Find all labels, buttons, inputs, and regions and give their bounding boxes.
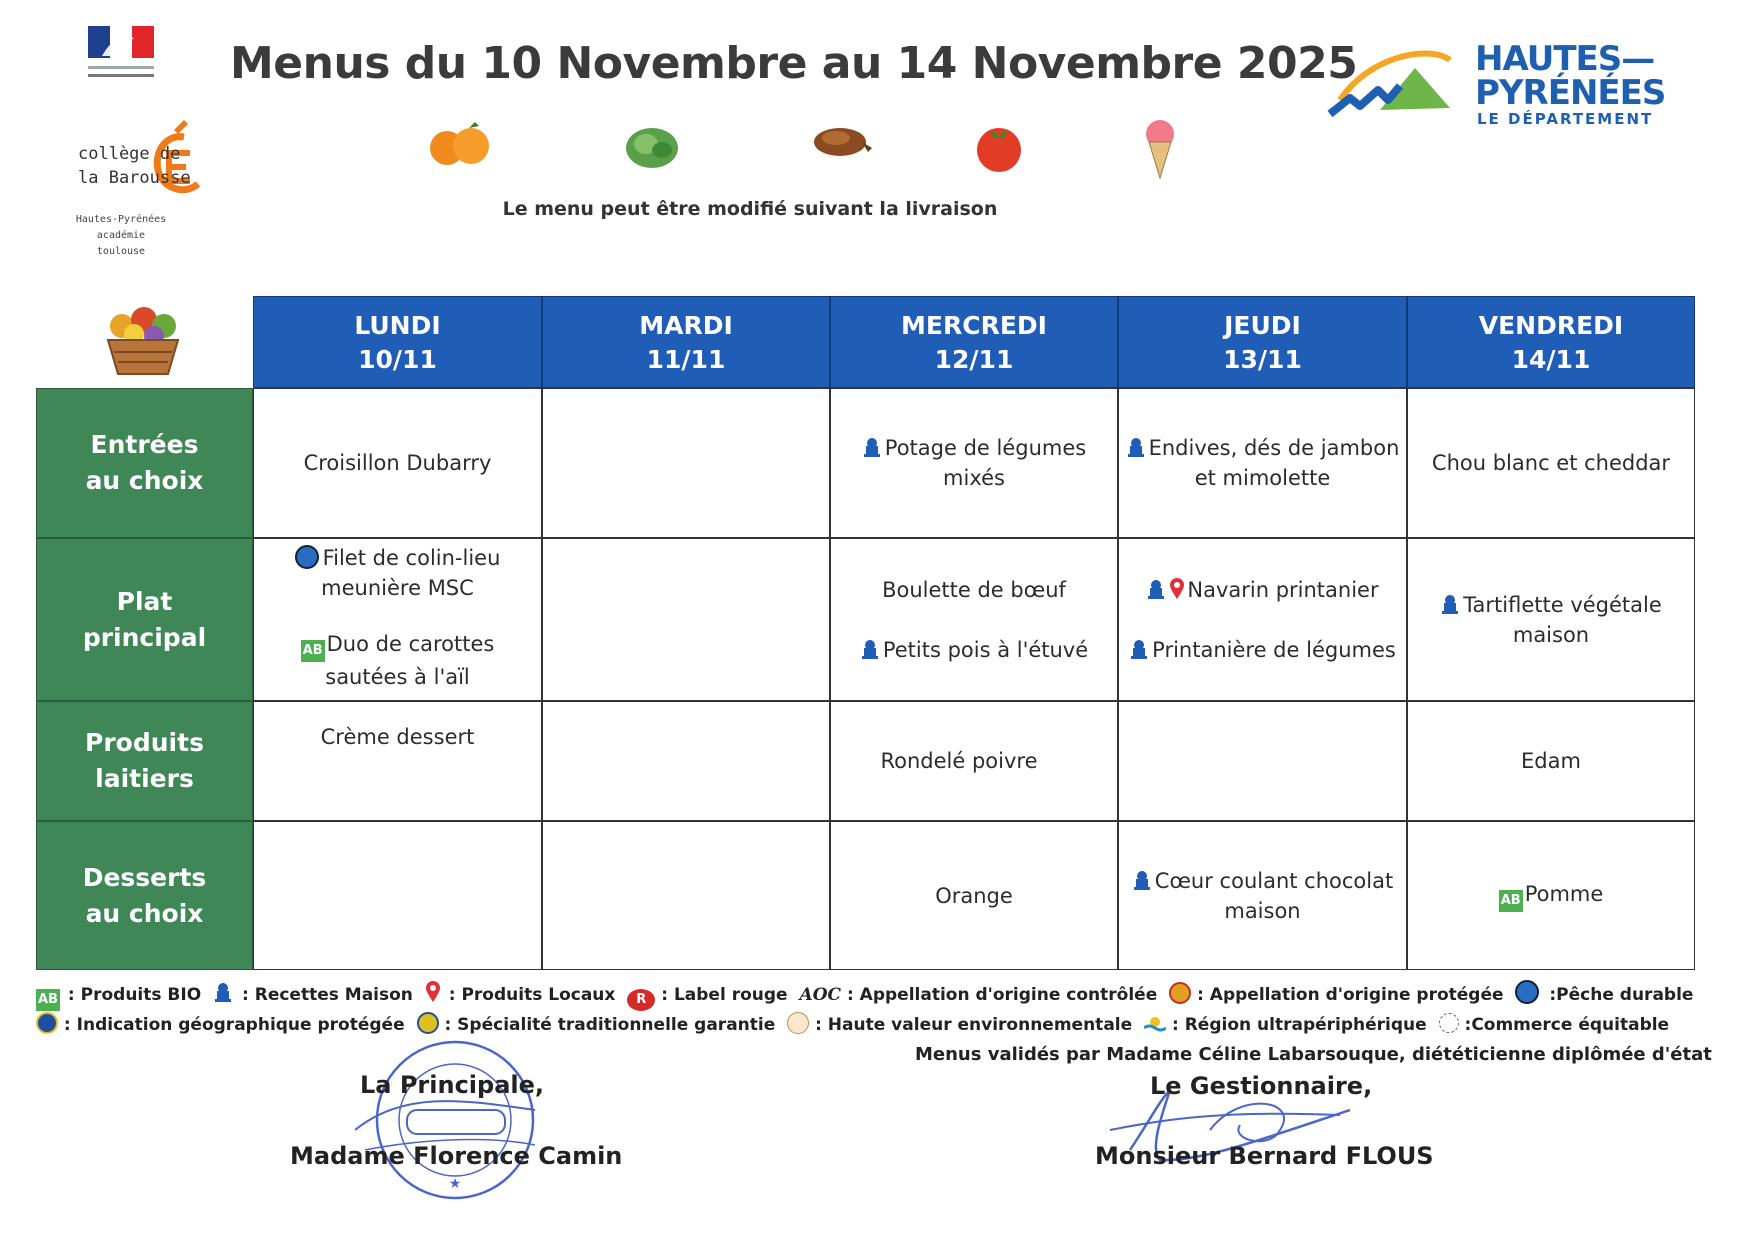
row-header-desserts — [36, 821, 253, 970]
cell-laitier-jeudi — [1118, 701, 1407, 821]
legend-aop: : Appellation d'origine protégée — [1197, 985, 1504, 1005]
legend-row-2 — [36, 1012, 1675, 1035]
dish-name-continued: meunière MSC — [321, 576, 474, 600]
bio-icon: AB — [1499, 890, 1523, 912]
commerce-equitable-icon — [1439, 1013, 1459, 1033]
day-header-mardi — [542, 296, 830, 388]
dish-name: Navarin printanier — [1187, 577, 1379, 602]
legend-rup: : Région ultrapériphérique — [1172, 1015, 1427, 1035]
dish-line — [1129, 635, 1396, 665]
cell-plat-vendredi — [1407, 538, 1695, 701]
vegetable-basket-icon — [100, 300, 186, 380]
svg-text:★: ★ — [448, 1176, 462, 1192]
day-header-jeudi — [1118, 296, 1407, 388]
college-academie: académie — [96, 230, 146, 241]
dept-line1: HAUTES— — [1475, 39, 1655, 79]
menu-disclaimer: Le menu peut être modifié suivant la livraison — [502, 198, 998, 220]
recette-maison-icon — [213, 981, 233, 1003]
legend-maison: : Recettes Maison — [242, 985, 413, 1005]
cell-entree-mardi — [542, 388, 830, 538]
igp-icon — [36, 1012, 58, 1034]
bio-icon: AB — [301, 640, 325, 662]
recette-maison-icon — [1126, 436, 1146, 458]
day-header-mercredi — [830, 296, 1118, 388]
dish-name-continued: sautées à l'aïl — [325, 665, 470, 689]
day-date: 10/11 — [358, 345, 437, 374]
dish-line — [1126, 433, 1400, 463]
cell-entree-mercredi — [830, 388, 1118, 538]
row-label-line1: Entrées — [90, 430, 199, 459]
day-header-vendredi — [1407, 296, 1695, 388]
dish-name: Edam — [1521, 749, 1581, 773]
aoc-icon: AOC — [799, 985, 842, 1005]
hve-icon — [787, 1012, 809, 1034]
aop-icon — [1169, 982, 1191, 1004]
row-label-line2: au choix — [85, 898, 204, 928]
dish-line — [860, 635, 1088, 665]
rup-icon — [1144, 1016, 1166, 1032]
legend-stg: : Spécialité traditionnelle garantie — [444, 1015, 776, 1035]
dish-line — [1440, 590, 1662, 620]
cell-dessert-vendredi — [1407, 821, 1695, 970]
recette-maison-icon — [860, 638, 880, 660]
dish-name: Endives, dés de jambon — [1148, 436, 1400, 460]
gestionnaire-name: Monsieur Bernard FLOUS — [1095, 1142, 1434, 1170]
cell-dessert-jeudi — [1118, 821, 1407, 970]
dish-name: Duo de carottes — [326, 632, 495, 656]
bio-icon: AB — [36, 989, 60, 1011]
dish-name-continued: mixés — [943, 466, 1005, 490]
day-header-lundi — [253, 296, 542, 388]
recette-maison-icon — [1129, 638, 1149, 660]
day-date: 11/11 — [646, 345, 726, 374]
dish-name: Croisillon Dubarry — [303, 451, 492, 475]
page-title: Menus du 10 Novembre au 14 Novembre 2025 — [230, 38, 1358, 89]
day-date: 14/11 — [1511, 345, 1591, 374]
cell-entree-lundi — [253, 388, 542, 538]
dish-name: Pomme — [1524, 882, 1604, 906]
dish-name-continued: maison — [1512, 622, 1590, 647]
legend-bio: : Produits BIO — [67, 985, 202, 1005]
row-label-line2: au choix — [85, 466, 204, 495]
row-label-line1: Desserts — [82, 862, 207, 892]
legend-label-rouge: : Label rouge — [661, 985, 788, 1005]
college-name-line2: la Barousse — [78, 168, 191, 188]
legend-hve: : Haute valeur environnementale — [815, 1015, 1133, 1035]
cell-entree-vendredi — [1407, 388, 1695, 538]
dish-name: Cœur coulant chocolat — [1154, 868, 1394, 893]
cell-laitier-mercredi — [830, 701, 1118, 821]
cell-dessert-lundi — [253, 821, 542, 970]
oranges-icon — [425, 118, 495, 174]
principale-name: Madame Florence Camin — [290, 1142, 623, 1170]
republique-francaise-logo — [88, 26, 164, 84]
row-label-line1: Produits — [85, 728, 204, 757]
dept-line2: PYRÉNÉES — [1475, 73, 1666, 113]
cell-laitier-vendredi — [1407, 701, 1695, 821]
peche-durable-icon — [295, 545, 319, 569]
dish-name: Potage de légumes — [884, 436, 1087, 460]
dish-name: Chou blanc et cheddar — [1431, 451, 1671, 475]
dish-name: Printanière de légumes — [1152, 637, 1396, 662]
row-header-laitiers — [36, 701, 253, 821]
dish-name: Tartiflette végétale — [1463, 592, 1662, 617]
dish-name: Petits pois à l'étuvé — [882, 637, 1089, 662]
dish-line — [1132, 866, 1393, 896]
day-name: MARDI — [639, 311, 733, 340]
cell-laitier-mardi — [542, 701, 830, 821]
college-barousse-logo — [66, 112, 216, 262]
row-header-entrees — [36, 388, 253, 538]
row-label-line2: principal — [82, 622, 207, 652]
cell-plat-lundi — [253, 538, 542, 701]
dish-name: Crème dessert — [320, 725, 475, 749]
dish-line — [1146, 575, 1378, 605]
gestionnaire-title: Le Gestionnaire, — [1150, 1072, 1373, 1100]
cell-laitier-lundi — [253, 701, 542, 821]
row-label-line1: Plat — [116, 586, 173, 616]
produit-local-icon — [425, 981, 441, 1003]
cell-entree-jeudi — [1118, 388, 1407, 538]
day-name: VENDREDI — [1478, 311, 1624, 340]
tomato-icon — [965, 118, 1035, 174]
legend-peche: :Pêche durable — [1549, 985, 1694, 1005]
dish-line — [295, 543, 501, 573]
legend-aoc: : Appellation d'origine contrôlée — [846, 985, 1158, 1005]
peche-durable-icon — [1515, 980, 1539, 1004]
cell-plat-mercredi — [830, 538, 1118, 701]
dish-name: Orange — [935, 883, 1013, 908]
dish-name: Rondelé poivre — [880, 749, 1038, 773]
ice-cream-icon — [1135, 116, 1185, 182]
dish-line — [862, 433, 1086, 463]
legend-igp: : Indication géographique protégée — [63, 1015, 405, 1035]
menu-validation-note: Menus validés par Madame Céline Labarsouque, diététicienne diplômée d'état — [915, 1044, 1712, 1065]
college-city: toulouse — [96, 246, 146, 257]
dish-name-continued: maison — [1224, 898, 1301, 923]
hautes-pyrenees-logo — [1320, 39, 1666, 130]
dept-line3: LE DÉPARTEMENT — [1477, 110, 1654, 128]
recette-maison-icon — [1132, 869, 1152, 891]
college-region: Hautes-Pyrénées — [75, 214, 167, 225]
row-label-line2: laitiers — [95, 764, 194, 793]
principale-title: La Principale, — [360, 1071, 545, 1099]
cell-dessert-mercredi — [830, 821, 1118, 970]
legend-row-1 — [36, 980, 1699, 1011]
dish-name: Boulette de bœuf — [882, 577, 1066, 602]
recette-maison-icon — [1146, 578, 1166, 600]
day-name: MERCREDI — [901, 311, 1047, 340]
roast-chicken-icon — [808, 118, 878, 174]
day-date: 12/11 — [934, 345, 1014, 374]
dish-name: Filet de colin-lieu — [322, 546, 501, 570]
cell-plat-mardi — [542, 538, 830, 701]
college-name-line1: collège de — [78, 144, 181, 164]
cell-plat-jeudi — [1118, 538, 1407, 701]
cell-dessert-mardi — [542, 821, 830, 970]
recette-maison-icon — [1440, 593, 1460, 615]
day-date: 13/11 — [1223, 345, 1302, 374]
lettuce-icon — [620, 118, 690, 174]
dish-line — [1499, 879, 1604, 912]
dish-line — [301, 629, 495, 662]
recette-maison-icon — [862, 436, 882, 458]
college-stamp — [345, 1030, 535, 1200]
day-name: JEUDI — [1224, 311, 1301, 340]
label-rouge-icon: R — [627, 989, 655, 1011]
row-header-plat — [36, 538, 253, 701]
produit-local-icon — [1169, 578, 1185, 600]
legend-equitable: :Commerce équitable — [1464, 1015, 1670, 1035]
dish-name-continued: et mimolette — [1194, 466, 1331, 490]
day-name: LUNDI — [354, 311, 441, 340]
legend-locaux: : Produits Locaux — [448, 985, 616, 1005]
